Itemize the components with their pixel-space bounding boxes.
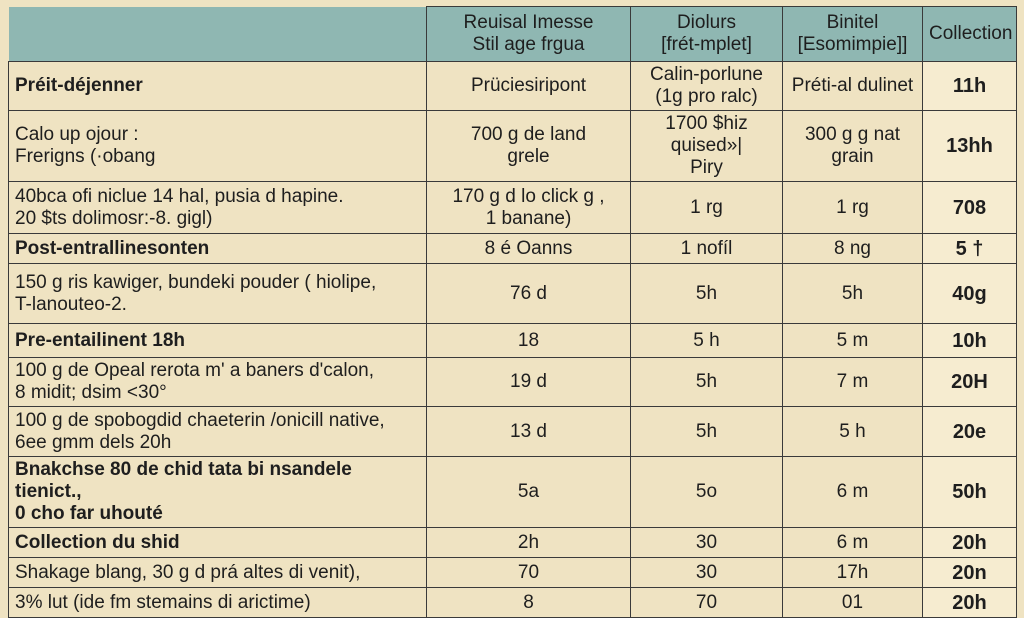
- row-value-1: 8: [427, 588, 631, 618]
- row-description: Post-entrallinesonten: [9, 234, 427, 264]
- header-col-2: Diolurs [frét-mplet]: [631, 7, 783, 62]
- row-value-2: 5h: [631, 264, 783, 324]
- row-value-3: 300 g g nat grain: [783, 111, 923, 182]
- row-description: Bnakchse 80 de chid tata bi nsandele tienict., 0 cho far uhouté: [9, 457, 427, 528]
- row-value-1: 170 g d lo click g , 1 banane): [427, 182, 631, 234]
- table-body: [9, 62, 1017, 618]
- row-value-3: 5 h: [783, 407, 923, 457]
- row-value-1: 700 g de land grele: [427, 111, 631, 182]
- row-value-1: 19 d: [427, 358, 631, 407]
- header-col-1: Reuisal Imesse Stil age frgua: [427, 7, 631, 62]
- row-value-1: 2h: [427, 528, 631, 558]
- row-description: Préit-déjenner: [9, 62, 427, 111]
- row-collection-value: 11h: [923, 62, 1017, 111]
- row-value-3: 6 m: [783, 457, 923, 528]
- row-description: 100 g de Opeal rerota m' a baners d'calon, 8 midit; dsim <30°: [9, 358, 427, 407]
- row-description: Collection du shid: [9, 528, 427, 558]
- row-collection-value: 708: [923, 182, 1017, 234]
- row-collection-value: 40g: [923, 264, 1017, 324]
- table-row: [9, 457, 1017, 528]
- row-description: 150 g ris kawiger, bundeki pouder ( hiolipe, T-lanouteo-2.: [9, 264, 427, 324]
- row-collection-value: 5 †: [923, 234, 1017, 264]
- row-value-1: 76 d: [427, 264, 631, 324]
- row-value-3: 17h: [783, 558, 923, 588]
- row-value-1: 5a: [427, 457, 631, 528]
- table-row: [9, 182, 1017, 234]
- row-collection-value: 20h: [923, 588, 1017, 618]
- table-row: [9, 407, 1017, 457]
- table-row: [9, 528, 1017, 558]
- row-value-1: 8 é Oanns: [427, 234, 631, 264]
- row-value-3: 6 m: [783, 528, 923, 558]
- row-value-2: 30: [631, 558, 783, 588]
- row-value-2: Calin-porlune (1g pro ralc): [631, 62, 783, 111]
- row-value-1: 13 d: [427, 407, 631, 457]
- row-collection-value: 20H: [923, 358, 1017, 407]
- row-value-2: 5 h: [631, 324, 783, 358]
- row-value-2: 5h: [631, 407, 783, 457]
- row-value-1: 70: [427, 558, 631, 588]
- row-collection-value: 50h: [923, 457, 1017, 528]
- row-collection-value: 20n: [923, 558, 1017, 588]
- nutrition-schedule-table: [8, 6, 1017, 618]
- row-collection-value: 10h: [923, 324, 1017, 358]
- row-collection-value: 13hh: [923, 111, 1017, 182]
- row-value-2: 5o: [631, 457, 783, 528]
- row-description: 3% lut (ide fm stemains di arictime): [9, 588, 427, 618]
- row-description: Calo up ojour : Frerigns (·obang: [9, 111, 427, 182]
- header-row: [9, 7, 1017, 62]
- row-value-2: 70: [631, 588, 783, 618]
- table-row: [9, 62, 1017, 111]
- row-value-3: 8 ng: [783, 234, 923, 264]
- row-value-2: 30: [631, 528, 783, 558]
- row-description: Pre-entailinent 18h: [9, 324, 427, 358]
- row-description: 40bca ofi niclue 14 hal, pusia d hapine. 20 $ts dolimosr:-8. gigl): [9, 182, 427, 234]
- table-row: [9, 558, 1017, 588]
- row-value-1: 18: [427, 324, 631, 358]
- table-row: [9, 324, 1017, 358]
- row-value-3: 01: [783, 588, 923, 618]
- row-value-2: 1700 $hiz quised»| Piry: [631, 111, 783, 182]
- table-row: [9, 111, 1017, 182]
- table-row: [9, 358, 1017, 407]
- table-row: [9, 264, 1017, 324]
- row-collection-value: 20e: [923, 407, 1017, 457]
- row-description: 100 g de spobogdid chaeterin /onicill native, 6ee gmm dels 20h: [9, 407, 427, 457]
- table-row: [9, 234, 1017, 264]
- row-value-3: 5 m: [783, 324, 923, 358]
- row-collection-value: 20h: [923, 528, 1017, 558]
- row-value-2: 1 rg: [631, 182, 783, 234]
- row-value-3: 1 rg: [783, 182, 923, 234]
- header-blank: [9, 7, 427, 62]
- header-collection: Collection: [923, 7, 1017, 62]
- table-row: [9, 588, 1017, 618]
- row-description: Shakage blang, 30 g d prá altes di venit),: [9, 558, 427, 588]
- row-value-3: 5h: [783, 264, 923, 324]
- row-value-3: 7 m: [783, 358, 923, 407]
- row-value-2: 1 nofíl: [631, 234, 783, 264]
- row-value-1: Prüciesiripont: [427, 62, 631, 111]
- header-col-3: Binitel [Esomimpie]]: [783, 7, 923, 62]
- row-value-3: Préti-al dulinet: [783, 62, 923, 111]
- row-value-2: 5h: [631, 358, 783, 407]
